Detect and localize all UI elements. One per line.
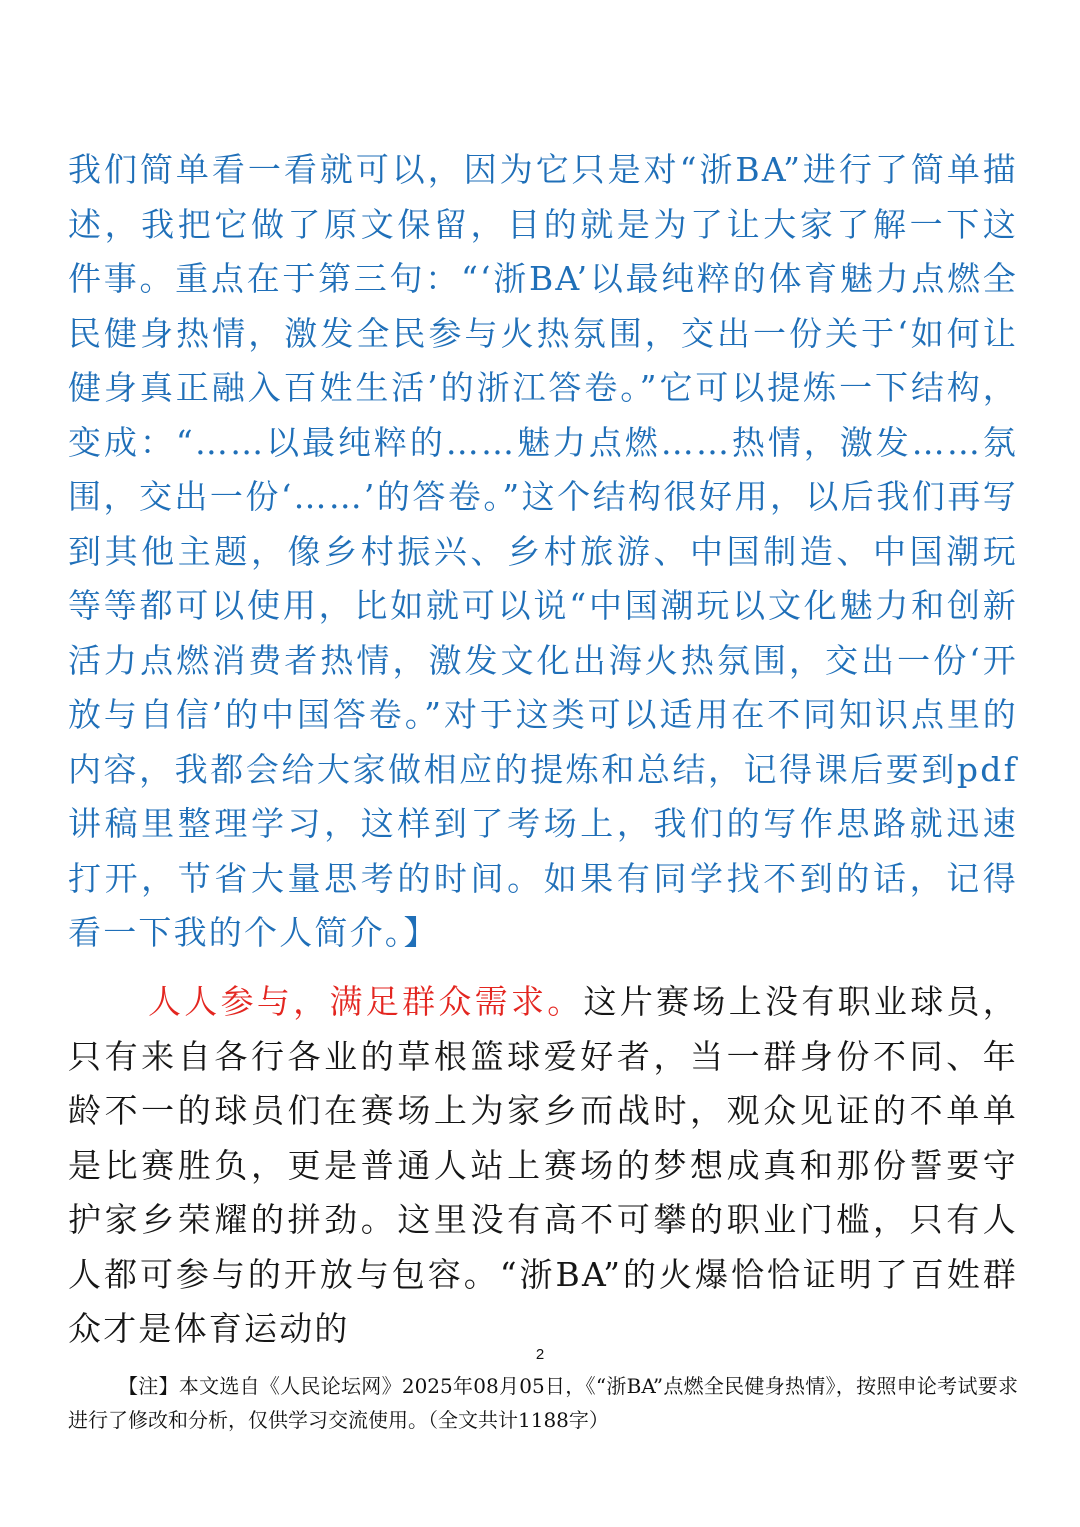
page-number: 2 xyxy=(535,1346,545,1363)
paragraph-lead-sentence: 人人参与，满足群众需求。 xyxy=(148,982,584,1021)
source-note: 【注】本文选自《人民论坛网》2025年08月05日，《“浙BA”点燃全民健身热情》，按照申论考试要求进行了修改和分析，仅供学习交流使用。（全文共计1188字） xyxy=(68,1374,1018,1432)
paragraph-body-text: 这片赛场上没有职业球员，只有来自各行各业的草根篮球爱好者，当一群身份不同、年龄不一的球员们在赛场上为家乡而战时，观众见证的不单单是比赛胜负，更是普通人站上赛场的梦想成真和那份誓要守护家乡荣耀的拼劲。这里没有高不可攀的职业门槛，只有人人都可参与的开放与包容。“浙BA”的火爆恰恰证明了百姓群众才是体育运动的 xyxy=(68,982,1018,1348)
analysis-commentary: 我们简单看一看就可以，因为它只是对“浙BA”进行了简单描述，我把它做了原文保留，目的就是为了让大家了解一下这件事。重点在于第三句：“‘浙BA’以最纯粹的体育魅力点燃全民健身热情，激发全民参与火热氛围，交出一份关于‘如何让健身真正融入百姓生活’的浙江答卷。”它可以提炼一下结构，变成：“……以最纯粹的……魅力点燃……热情，激发……氛围，交出一份‘……’的答卷。”这个结构很好用，以后我们再写到其他主题，像乡村振兴、乡村旅游、中国制造、中国潮玩等等都可以使用，比如就可以说“中国潮玩以文化魅力和创新活力点燃消费者热情，激发文化出海火热氛围，交出一份‘开放与自信’的中国答卷。”对于这类可以适用在不同知识点里的内容，我都会给大家做相应的提炼和总结，记得课后要到pdf讲稿里整理学习，这样到了考场上，我们的写作思路就迅速打开，节省大量思考的时间。如果有同学找不到的话，记得看一下我的个人简介。】 xyxy=(68,150,1018,952)
article-paragraph xyxy=(68,975,1018,1357)
